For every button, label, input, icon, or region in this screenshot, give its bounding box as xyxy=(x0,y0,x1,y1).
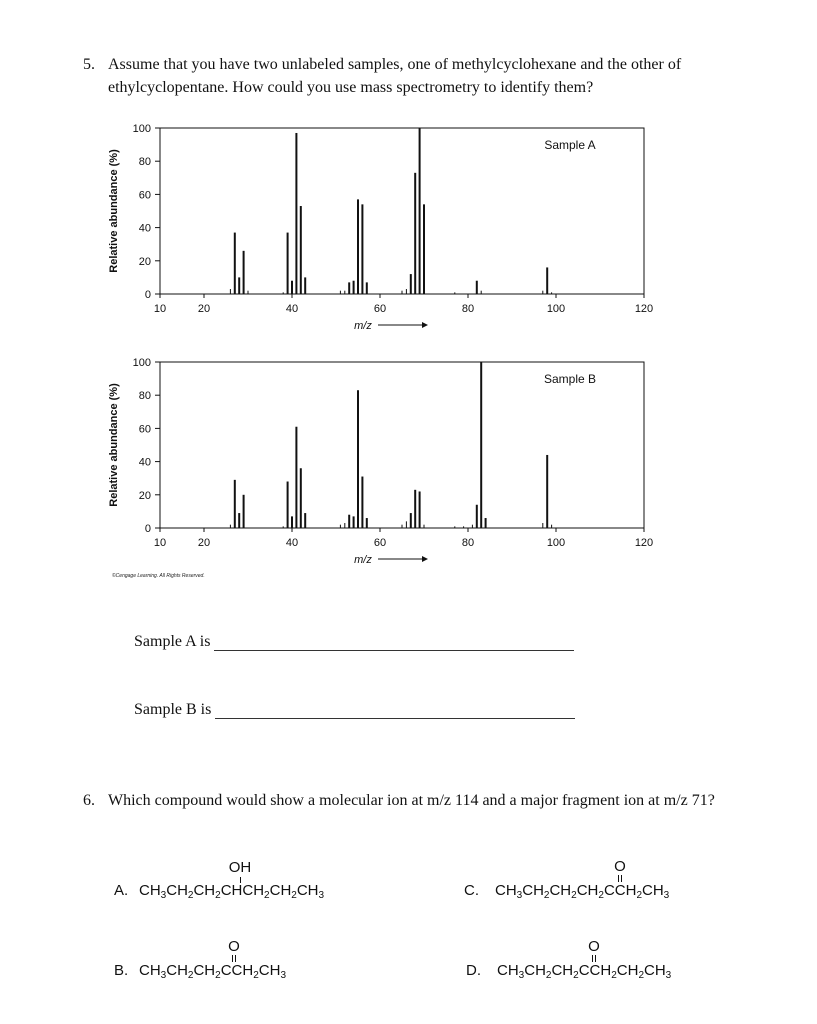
y-axis-label: Relative abundance (%) xyxy=(108,149,120,273)
choice-c-double-bond xyxy=(618,875,619,882)
chart-sample-b xyxy=(100,352,670,582)
answer-sample-a-blank[interactable] xyxy=(214,633,574,651)
y-tick-label: 100 xyxy=(132,357,151,369)
spectrum-peak-51 xyxy=(340,291,341,294)
spectrum-peak-27 xyxy=(234,480,236,528)
choice-c-double-bond-2 xyxy=(621,875,622,882)
chart-sample-a xyxy=(100,118,670,348)
spectrum-chart-a xyxy=(100,118,670,343)
spectrum-peak-65 xyxy=(402,525,403,528)
spectrum-peak-97 xyxy=(542,523,543,528)
x-axis-label: m/z xyxy=(354,320,372,332)
spectrum-peak-66 xyxy=(406,521,407,528)
choice-d-double-bond xyxy=(592,955,593,962)
chart-title: Sample A xyxy=(544,138,596,152)
choice-c-formula[interactable]: $CH_3CH_2CH_2CH_2CCH_2CH_3$ xyxy=(495,882,670,901)
x-tick-label: 20 xyxy=(197,303,211,315)
y-tick-label: 40 xyxy=(138,456,151,469)
x-tick-label: 80 xyxy=(461,303,475,315)
choice-b-double-bond xyxy=(232,955,233,962)
spectrum-peak-39 xyxy=(287,482,289,528)
spectrum-peak-26 xyxy=(230,289,231,294)
answer-sample-b-blank[interactable] xyxy=(215,701,575,719)
spectrum-peak-38 xyxy=(283,526,284,528)
spectrum-peak-43 xyxy=(304,277,306,294)
y-tick-label: 100 xyxy=(132,123,151,135)
spectrum-peak-54 xyxy=(353,281,355,294)
choice-d-substituent: O xyxy=(588,938,600,955)
question-6-number: 6. xyxy=(83,792,95,809)
choice-a-letter[interactable]: A. xyxy=(114,882,129,899)
x-tick-label: 60 xyxy=(373,303,387,315)
spectrum-peak-98 xyxy=(546,455,548,528)
spectrum-peak-99 xyxy=(551,525,552,528)
answer-sample-b-label: Sample B is xyxy=(134,701,212,718)
spectrum-peak-28 xyxy=(238,277,240,294)
y-tick-label: 80 xyxy=(138,390,151,403)
spectrum-peak-53 xyxy=(348,282,350,294)
y-tick-label: 40 xyxy=(138,222,151,235)
x-tick-label: 120 xyxy=(634,537,654,549)
spectrum-peak-67 xyxy=(410,513,412,528)
spectrum-peak-29 xyxy=(243,251,245,294)
y-tick-label: 60 xyxy=(138,189,151,202)
spectrum-peak-53 xyxy=(348,515,350,528)
spectrum-peak-56 xyxy=(361,204,363,294)
x-tick-label: 100 xyxy=(546,537,566,549)
spectrum-peak-40 xyxy=(291,516,293,528)
y-tick-label: 0 xyxy=(144,523,151,535)
y-tick-label: 20 xyxy=(138,255,151,268)
spectrum-peak-65 xyxy=(402,291,403,294)
copyright-notice: ©Cengage Learning. All Rights Reserved. xyxy=(112,573,205,579)
x-tick-label: 40 xyxy=(285,537,299,549)
choice-d-formula[interactable]: $CH_3CH_2CH_2CCH_2CH_2CH_3$ xyxy=(497,962,672,981)
spectrum-peak-38 xyxy=(283,292,284,294)
y-tick-label: 20 xyxy=(138,489,151,502)
spectrum-peak-81 xyxy=(472,525,473,528)
answer-sample-a[interactable] xyxy=(134,633,574,651)
spectrum-peak-82 xyxy=(476,505,478,528)
spectrum-peak-55 xyxy=(357,390,359,528)
spectrum-peak-42 xyxy=(300,468,302,528)
x-tick-label: 10 xyxy=(153,303,167,315)
spectrum-peak-55 xyxy=(357,199,359,294)
spectrum-peak-41 xyxy=(295,427,297,528)
spectrum-peak-52 xyxy=(344,291,345,294)
x-axis-arrow-head xyxy=(422,322,428,328)
spectrum-peak-79 xyxy=(463,526,464,528)
spectrum-peak-69 xyxy=(419,491,421,528)
x-tick-label: 100 xyxy=(546,303,566,315)
choice-c-letter[interactable]: C. xyxy=(464,882,479,899)
spectrum-peak-40 xyxy=(291,281,293,294)
choice-b-substituent: O xyxy=(228,938,240,955)
answer-sample-a-label: Sample A is xyxy=(134,633,211,650)
spectrum-peak-70 xyxy=(423,204,425,294)
spectrum-peak-68 xyxy=(414,173,416,294)
question-5-number: 5. xyxy=(83,56,95,73)
spectrum-peak-56 xyxy=(361,477,363,528)
choice-a-substituent: OH xyxy=(228,859,252,876)
choice-d-letter[interactable]: D. xyxy=(466,962,481,979)
choice-b-formula[interactable]: $CH_3CH_2CH_2CCH_2CH_3$ xyxy=(139,962,286,981)
x-axis-arrow-head xyxy=(422,556,428,562)
y-tick-label: 80 xyxy=(138,156,151,169)
x-tick-label: 60 xyxy=(373,537,387,549)
spectrum-peak-68 xyxy=(414,490,416,528)
y-axis-label: Relative abundance (%) xyxy=(108,383,120,507)
spectrum-peak-77 xyxy=(454,526,455,528)
spectrum-peak-82 xyxy=(476,281,478,294)
x-tick-label: 120 xyxy=(634,303,654,315)
spectrum-peak-28 xyxy=(238,513,240,528)
spectrum-peak-41 xyxy=(295,133,297,294)
spectrum-peak-69 xyxy=(419,128,421,294)
spectrum-peak-57 xyxy=(366,518,368,528)
x-tick-label: 20 xyxy=(197,537,211,549)
chart-title: Sample B xyxy=(543,372,597,386)
x-tick-label: 40 xyxy=(285,303,299,315)
x-tick-label: 10 xyxy=(153,537,167,549)
spectrum-peak-98 xyxy=(546,267,548,294)
spectrum-peak-51 xyxy=(340,525,341,528)
choice-c-substituent: O xyxy=(614,858,626,875)
choice-b-letter[interactable]: B. xyxy=(114,962,129,979)
y-tick-label: 60 xyxy=(138,423,151,436)
spectrum-peak-57 xyxy=(366,282,368,294)
spectrum-chart-b xyxy=(100,352,670,577)
spectrum-peak-99 xyxy=(551,292,552,294)
spectrum-peak-42 xyxy=(300,206,302,294)
answer-sample-b[interactable] xyxy=(134,701,575,719)
question-5-text: Assume that you have two unlabeled samples, one of methylcyclohexane and the other of ethylcyclopentane. How could you use mass spectrometry to identify them? xyxy=(108,56,682,96)
spectrum-peak-83 xyxy=(480,362,482,528)
spectrum-peak-39 xyxy=(287,233,289,294)
plot-frame xyxy=(160,128,644,294)
spectrum-peak-43 xyxy=(304,513,306,528)
spectrum-peak-77 xyxy=(454,292,455,294)
choice-a-formula[interactable]: $CH_3CH_2CH_2CHCH_2CH_2CH_3$ xyxy=(139,882,325,901)
x-axis-label: m/z xyxy=(354,554,372,566)
spectrum-peak-70 xyxy=(424,525,425,528)
spectrum-peak-67 xyxy=(410,274,412,294)
choice-b-double-bond-2 xyxy=(235,955,236,962)
spectrum-peak-54 xyxy=(353,516,355,528)
spectrum-peak-66 xyxy=(406,289,407,294)
choice-d-double-bond-2 xyxy=(595,955,596,962)
plot-frame xyxy=(160,362,644,528)
spectrum-peak-84 xyxy=(485,518,487,528)
spectrum-peak-52 xyxy=(344,523,345,528)
question-6-text: Which compound would show a molecular ion at m/z 114 and a major fragment ion at m/z 71? xyxy=(108,792,715,809)
spectrum-peak-97 xyxy=(542,291,543,294)
x-tick-label: 80 xyxy=(461,537,475,549)
spectrum-peak-29 xyxy=(243,495,245,528)
spectrum-peak-83 xyxy=(481,291,482,294)
spectrum-peak-26 xyxy=(230,525,231,528)
spectrum-peak-30 xyxy=(248,291,249,294)
y-tick-label: 0 xyxy=(144,289,151,301)
spectrum-peak-27 xyxy=(234,233,236,294)
